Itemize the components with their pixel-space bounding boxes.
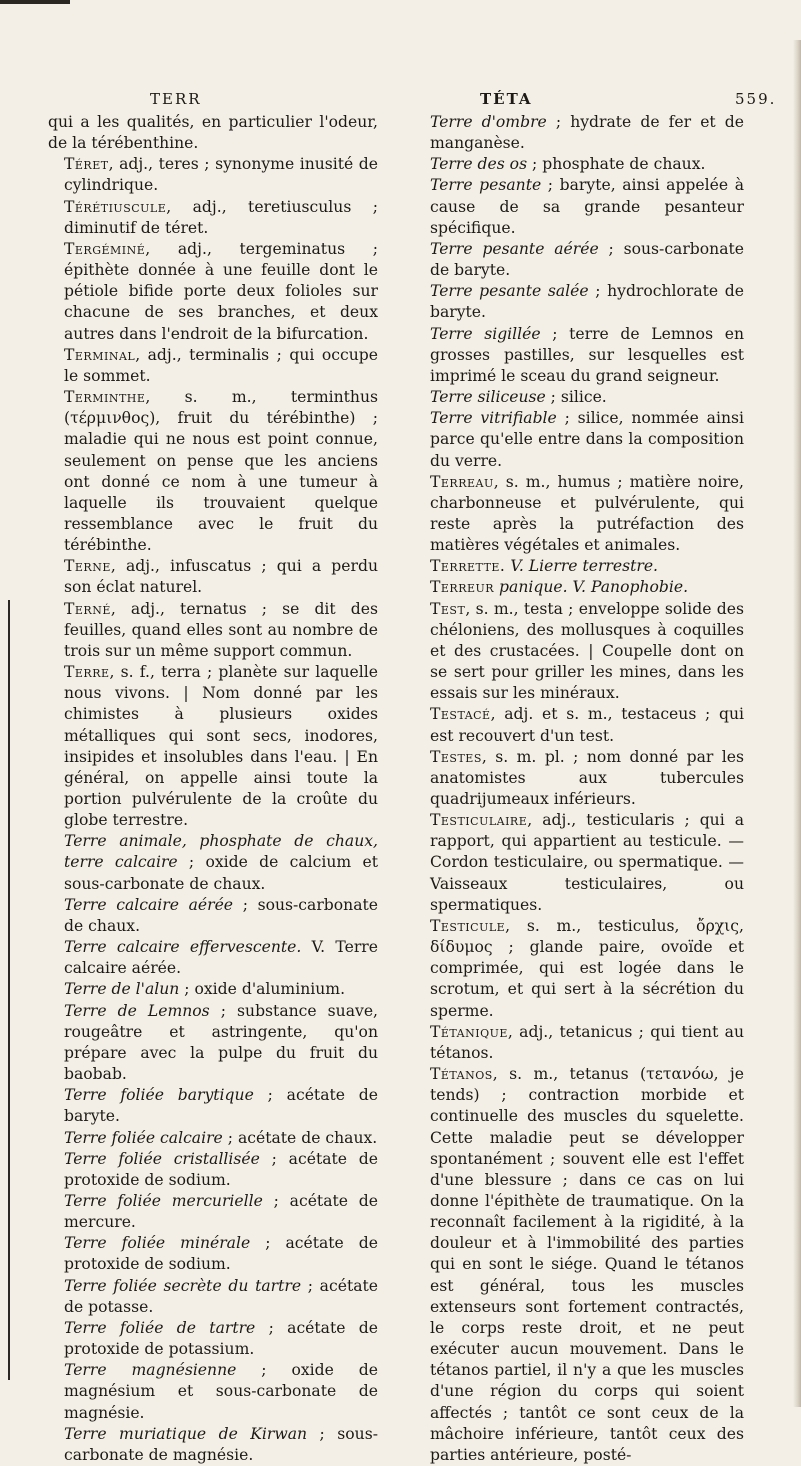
entry-terminal: Terminal, adj., terminalis ; qui occupe le sommet. [64,345,378,385]
entry-terne-2: Terné, adj., ternatus ; se dit des feuilles, quand elles sont au nombre de trois sur un même support commun. [64,599,378,660]
sub-terre-calcaire-aeree: Terre calcaire aérée ; sous-carbonate de chaux. [64,895,378,935]
sub-terre-ombre: Terre d'ombre ; hydrate de fer et de manganèse. [430,113,745,153]
entry-terreur: Terreur panique. V. Panophobie. [430,578,689,597]
running-head-left: TERR [150,90,202,108]
sub-terre-lemnos: Terre de Lemnos ; substance suave, rougeâtre et astringente, qu'on prépare avec la pulpe du fruit du baobab. [64,1001,379,1084]
page-number: 559. [735,90,777,108]
sub-terre-magnesienne: Terre magnésienne ; oxide de magnésium et sous-carbonate de magnésie. [64,1361,378,1422]
page-edge-mark [0,0,70,4]
sub-terre-sigillee: Terre sigillée ; terre de Lemnos en grosses pastilles, sur lesquelles est imprimé le sceau du grand seigneur. [430,324,744,385]
sub-terre-foliee-tartre: Terre foliée de tartre ; acétate de protoxide de potassium. [64,1318,378,1359]
sub-terre-pesante-salee: Terre pesante salée ; hydrochlorate de baryte. [430,282,744,322]
entry-testiculaire: Testiculaire, adj., testicularis ; qui a rapport, qui appartient au testicule. — Cordon testiculaire, ou spermatique. — Vaisseaux testiculaires, ou spermatiques. [430,811,744,914]
entry-terre: Terre, s. f., terra ; planète sur laquelle nous vivons. | Nom donné par les chimistes à plusieurs oxides métalliques qui sont secs, inodores, insipides et insolubles dans l'eau. | En général, on appelle ainsi toute la portion pulvérulente de la croûte du globe terrestre. [64,663,378,830]
sub-terre-calcaire-effervescente: Terre calcaire effervescente. V. Terre calcaire aérée. [64,938,378,978]
sub-terre-foliee-cristallisee: Terre foliée cristallisée ; acétate de protoxide de sodium. [64,1149,378,1189]
entry-tergemine: Tergéminé, adj., tergeminatus ; épithète donnée à une feuille dont le pétiole bifide porte deux folioles sur chacune de ses branches, et deux autres dans l'endroit de la bifurcation. [64,239,378,343]
entry-testes: Testes, s. m. pl. ; nom donné par les anatomistes aux tubercules quadrijumeaux inférieurs. [430,747,744,808]
sub-terre-foliee-calcaire: Terre foliée calcaire ; acétate de chaux. [64,1128,378,1147]
sub-terre-foliee-barytique: Terre foliée barytique ; acétate de baryte. [64,1086,378,1126]
sub-terre-foliee-secrete: Terre foliée secrète du tartre ; acétate de potasse. [64,1276,378,1316]
entry-testicule: Testicule, s. m., testiculus, ὄρχις, δίδυμος ; glande paire, ovoïde et comprimée, qui est logée dans le scrotum, et qui sert à la sécrétion du sperme. [430,916,744,1020]
sub-terre-animale: Terre animale, phosphate de chaux, terre calcaire ; oxide de calcium et sous-carbonate de chaux. [64,832,378,893]
sub-terre-muriatique: Terre muriatique de Kirwan ; sous-carbonate de magnésie. [64,1424,379,1464]
entry-tetanos: Tétanos, s. m., tetanus (τετανόω, je tends) ; contraction morbide et continuelle des muscles du squelette. Cette maladie peut se développer spontanément ; souvent elle est l'effet d'une blessure ; dans ce cas on lui donne l'épithète de traumatique. On la reconnaît facilement à la rigidité, à la douleur et à l'immobilité des parties qui en sont le siége. Quand le tétanos est général, tous les muscles extenseurs sont fortement contractés, le corps reste droit, et ne peut exécuter aucun mouvement. Dans le tétanos partiel, il n'y a que les muscles d'une région du corps qui soient affectés ; tantôt ce sont ceux de la mâchoire inférieure, tantôt ceux des parties antérieure, posté- [430,1065,744,1464]
sub-terre-vitrifiable: Terre vitrifiable ; silice, nommée ainsi parce qu'elle entre dans la composition du verre. [430,409,744,470]
entry-terrette: Terrette. V. Lierre terrestre. [430,557,658,576]
sub-terre-pesante: Terre pesante ; baryte, ainsi appelée à cause de sa grande pesanteur spécifique. [430,176,744,237]
sub-terre-foliee-minerale: Terre foliée minérale ; acétate de protoxide de sodium. [64,1234,378,1274]
sub-terre-os: Terre des os ; phosphate de chaux. [430,155,706,174]
running-head-center: TÉTA [480,90,533,108]
right-column [414,112,744,1466]
sub-terre-pesante-aeree: Terre pesante aérée ; sous-carbonate de baryte. [430,239,745,280]
entry-terne: Terne, adj., infuscatus ; qui a perdu son éclat naturel. [64,557,378,597]
entry-terminthe: Terminthe, s. m., terminthus (τέρμινθος), fruit du térébinthe) ; maladie qui ne nous est point connue, seulement on pense que les anciens ont donné ce nom à une tumeur à laquelle ils trouvaient quelque ressemblance avec le fruit du térébinthe. [64,388,378,555]
sub-terre-foliee-mercurielle: Terre foliée mercurielle ; acétate de mercure. [64,1191,378,1232]
entry-tere: Téret, adj., teres ; synonyme inusité de cylindrique. [64,155,378,195]
sub-terre-siliceuse: Terre siliceuse ; silice. [430,388,607,407]
left-column [48,112,378,1466]
entry-test: Test, s. m., testa ; enveloppe solide des chéloniens, des mollusques à coquilles et des crustacées. | Coupelle dont on se sert pour griller les mines, dans les essais sur les minéraux. [430,599,744,703]
page-binding-line [8,600,10,1380]
entry-terreau: Terreau, s. m., humus ; matière noire, charbonneuse et pulvérulente, qui reste après la putréfaction des matières végétales et animales. [430,472,744,555]
entry-testace: Testacé, adj. et s. m., testaceus ; qui est recouvert d'un test. [430,705,744,745]
page-gutter-shadow [793,40,801,1407]
paragraph: qui a les qualités, en particulier l'odeur, de la térébenthine. [48,113,378,153]
entry-tereti: Térétiuscule, adj., teretiusculus ; diminutif de téret. [64,197,378,237]
sub-terre-alun: Terre de l'alun ; oxide d'aluminium. [64,980,346,999]
entry-tetanique: Tétanique, adj., tetanicus ; qui tient au tétanos. [430,1022,744,1062]
